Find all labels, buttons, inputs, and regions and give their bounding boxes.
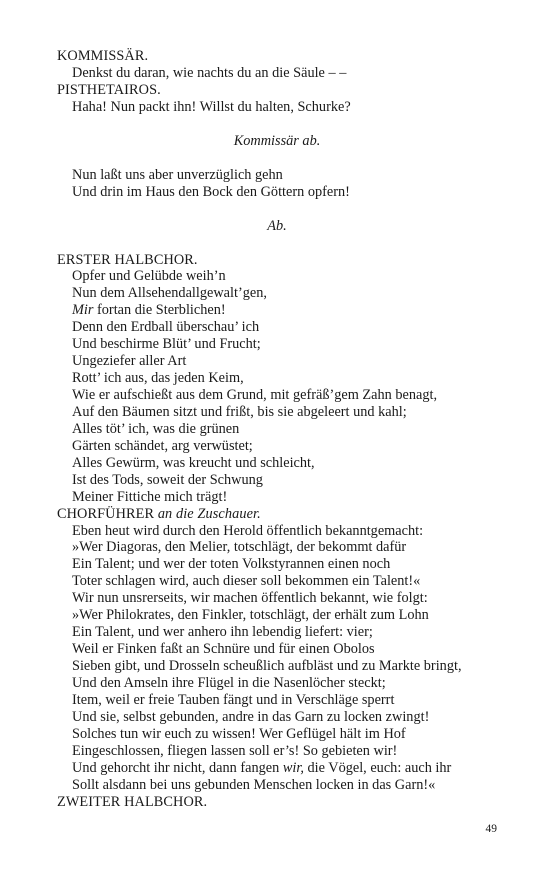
verse-text: die Vögel, euch: auch ihr xyxy=(303,759,452,776)
stage-direction: Kommissär ab. xyxy=(233,132,321,149)
verse-line: Meiner Fittiche mich trägt! xyxy=(72,488,228,505)
emphasis: wir, xyxy=(282,759,304,776)
verse-line: Ist des Tods, soweit der Schwung xyxy=(72,471,263,488)
verse-text: fortan die Sterblichen! xyxy=(93,302,226,319)
verse-line: Rott’ ich aus, das jeden Keim, xyxy=(72,370,244,387)
verse-line: Und beschirme Blüt’ und Frucht; xyxy=(72,336,261,353)
verse-line: Sollt alsdann bei uns gebunden Menschen locken in das Garn!« xyxy=(72,776,436,793)
verse-line xyxy=(57,760,497,777)
verse-line: Und drin im Haus den Bock den Göttern opfern! xyxy=(72,183,350,200)
verse-line: Und sie, selbst gebunden, andre in das Garn zu locken zwingt! xyxy=(72,708,430,725)
verse-line: Alles töt’ ich, was die grünen xyxy=(72,420,240,437)
speaker-pisthetairos: PISTHETAIROS. xyxy=(57,81,161,98)
page-body xyxy=(57,48,497,810)
verse-line: Ein Talent, und wer anhero ihn lebendig liefert: vier; xyxy=(72,624,373,641)
verse-line: »Wer Philokrates, den Finkler, totschlägt, der erhält zum Lohn xyxy=(72,607,429,624)
verse-line: Weil er Finken faßt an Schnüre und für einen Obolos xyxy=(72,641,375,658)
verse-line: Ungeziefer aller Art xyxy=(72,353,187,370)
verse-line: Gärten schändet, arg verwüstet; xyxy=(72,437,253,454)
speaker-name: CHORFÜHRER xyxy=(57,505,158,522)
speaker-chorfuehrer xyxy=(57,506,497,523)
speaker-zweiter-halbchor: ZWEITER HALBCHOR. xyxy=(57,793,208,810)
verse-line: Wir nun unsrerseits, wir machen öffentlich bekannt, wie folgt: xyxy=(72,590,428,607)
verse-line: Item, weil er freie Tauben fängt und in Verschläge sperrt xyxy=(72,691,395,708)
verse-line: Eben heut wird durch den Herold öffentlich bekanntgemacht: xyxy=(72,522,424,539)
verse-line: Nun dem Allsehendallgewalt’gen, xyxy=(72,285,267,302)
verse-line: Wie er aufschießt aus dem Grund, mit gefräß’gem Zahn benagt, xyxy=(72,387,438,403)
page-number: 49 xyxy=(485,823,497,835)
verse-line: Ein Talent; und wer der toten Volkstyrannen einen noch xyxy=(72,556,391,573)
verse-line: Sieben gibt, und Drosseln scheußlich aufbläst und zu Markte bringt, xyxy=(72,658,462,674)
stage-direction-inline: an die Zuschauer. xyxy=(157,505,261,522)
verse-line: Denkst du daran, wie nachts du an die Säule – – xyxy=(72,64,347,81)
verse-line xyxy=(57,302,497,319)
speaker-kommissar: KOMMISSÄR. xyxy=(57,48,149,64)
verse-line: Solches tun wir euch zu wissen! Wer Geflügel hält im Hof xyxy=(72,725,406,742)
verse-line: Nun laßt uns aber unverzüglich gehn xyxy=(72,166,283,183)
verse-line: Haha! Nun packt ihn! Willst du halten, Schurke? xyxy=(72,98,351,115)
speaker-erster-halbchor: ERSTER HALBCHOR. xyxy=(57,251,198,268)
verse-line: Toter schlagen wird, auch dieser soll bekommen ein Talent!« xyxy=(72,573,421,590)
verse-text: Und gehorcht ihr nicht, dann fangen xyxy=(72,759,283,776)
verse-line: Opfer und Gelübde weih’n xyxy=(72,268,226,285)
verse-line: Eingeschlossen, fliegen lassen soll er’s! So gebieten wir! xyxy=(72,742,398,759)
verse-line: Auf den Bäumen sitzt und frißt, bis sie abgeleert und kahl; xyxy=(72,403,407,420)
verse-line: Und den Amseln ihre Flügel in die Nasenlöcher steckt; xyxy=(72,674,386,691)
stage-direction: Ab. xyxy=(267,217,287,234)
verse-line: Denn den Erdball überschau’ ich xyxy=(72,319,260,336)
emphasis: Mir xyxy=(72,302,94,319)
verse-line: Alles Gewürm, was kreucht und schleicht, xyxy=(72,454,315,471)
verse-line: »Wer Diagoras, den Melier, totschlägt, der bekommt dafür xyxy=(72,539,407,556)
